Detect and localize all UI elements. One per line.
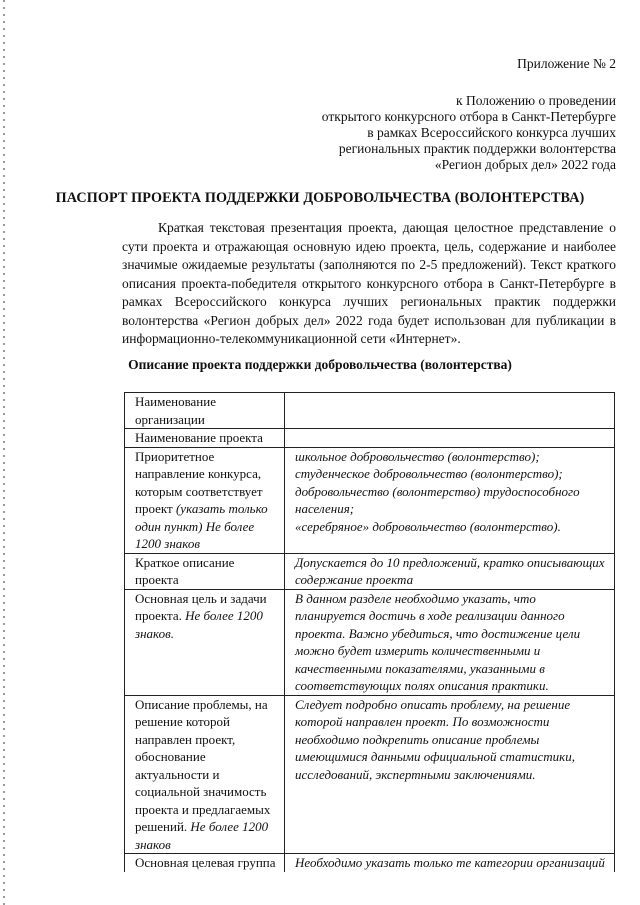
table-row-target (124, 854, 615, 872)
appendix-line: в рамках Всероссийского конкурса лучших (367, 125, 616, 140)
appendix-header (322, 56, 616, 173)
goal-label-cell (124, 590, 285, 695)
intro-text: Краткая текстовая презентация проекта, дающая целостное представление о сути проекта и отражающая основную идею проекта, цель, содержание и наиболее значимые ожидаемые результаты (заполняются по 2-5 предложений). Текст краткого описания проекта-победителя открытого конкурсного отбора в Санкт-Петербурге в рамках Всероссийского конкурса лучших региональных практик поддержки волонтерства «Регион добрых дел» 2022 года будет использован для публикации в информационно-телекоммуникационной сети «Интернет». (122, 220, 616, 346)
table-row-org (124, 393, 615, 429)
table-row-project-name (124, 429, 615, 448)
project-name-value (285, 429, 615, 447)
intro-paragraph (122, 219, 616, 349)
priority-option: студенческое добровольчество (волонтерство); (295, 466, 563, 481)
org-name-value (285, 393, 615, 428)
priority-note: (указать только один пункт) Не более 1200 знаков (135, 501, 268, 551)
binding-margin (3, 0, 5, 905)
problem-value: Следует подробно описать проблему, на решение которой направлен проект. По возможности необходимо подкрепить описание проблемы имеющимися данными официальной статистики, исследований, экспертными заключениями. (285, 696, 615, 854)
document-title: ПАСПОРТ ПРОЕКТА ПОДДЕРЖКИ ДОБРОВОЛЬЧЕСТВА (ВОЛОНТЕРСТВА) (55, 190, 585, 206)
appendix-line: региональных практик поддержки волонтерства (338, 141, 616, 156)
target-label: Основная целевая группа (124, 854, 285, 872)
table-row-priority (124, 448, 615, 554)
goal-note: Не более 1200 знаков. (135, 608, 263, 641)
target-value: Необходимо указать только те категории организаций (285, 854, 615, 872)
short-label: Краткое описание проекта (124, 554, 285, 589)
project-table (124, 392, 615, 872)
priority-label-cell (124, 448, 285, 553)
appendix-line: к Положению о проведении (456, 93, 616, 108)
problem-note: Не более 1200 знаков (135, 819, 269, 852)
project-name-label: Наименование проекта (124, 429, 285, 447)
appendix-line: «Регион добрых дел» 2022 года (434, 157, 616, 172)
priority-option: «серебряное» добровольчество (волонтерство). (295, 518, 561, 534)
table-row-problem (124, 696, 615, 855)
problem-label-cell (124, 696, 285, 854)
priority-option: школьное добровольчество (волонтерство); (295, 448, 540, 464)
priority-option: добровольчество (волонтерство) трудоспособного населения; (295, 483, 580, 516)
priority-options (285, 448, 615, 553)
org-name-label: Наименование организации (124, 393, 285, 428)
section-title: Описание проекта поддержки добровольчества (волонтерства) (128, 357, 512, 372)
table-row-short (124, 554, 615, 590)
goal-label: Основная цель и задачи проекта. (135, 590, 267, 623)
short-value: Допускается до 10 предложений, кратко описывающих содержание проекта (285, 554, 615, 589)
goal-value: В данном разделе необходимо указать, что планируется достичь в ходе реализации данного проекта. Важно убедиться, что достижение цели можно будет измерить количественными и качественными показателями, указанными в соответствующих полях описания практики. (285, 590, 615, 695)
priority-label: Приоритетное направление конкурса, которым соответствует проект (135, 448, 263, 516)
table-row-goal (124, 590, 615, 696)
problem-label: Описание проблемы, на решение которой направлен проект, обоснование актуальности и социальной значимость проекта и предлагаемых решений. (135, 696, 271, 834)
appendix-line: открытого конкурсного отбора в Санкт-Петербурге (321, 109, 616, 124)
appendix-number: Приложение № 2 (517, 56, 616, 71)
